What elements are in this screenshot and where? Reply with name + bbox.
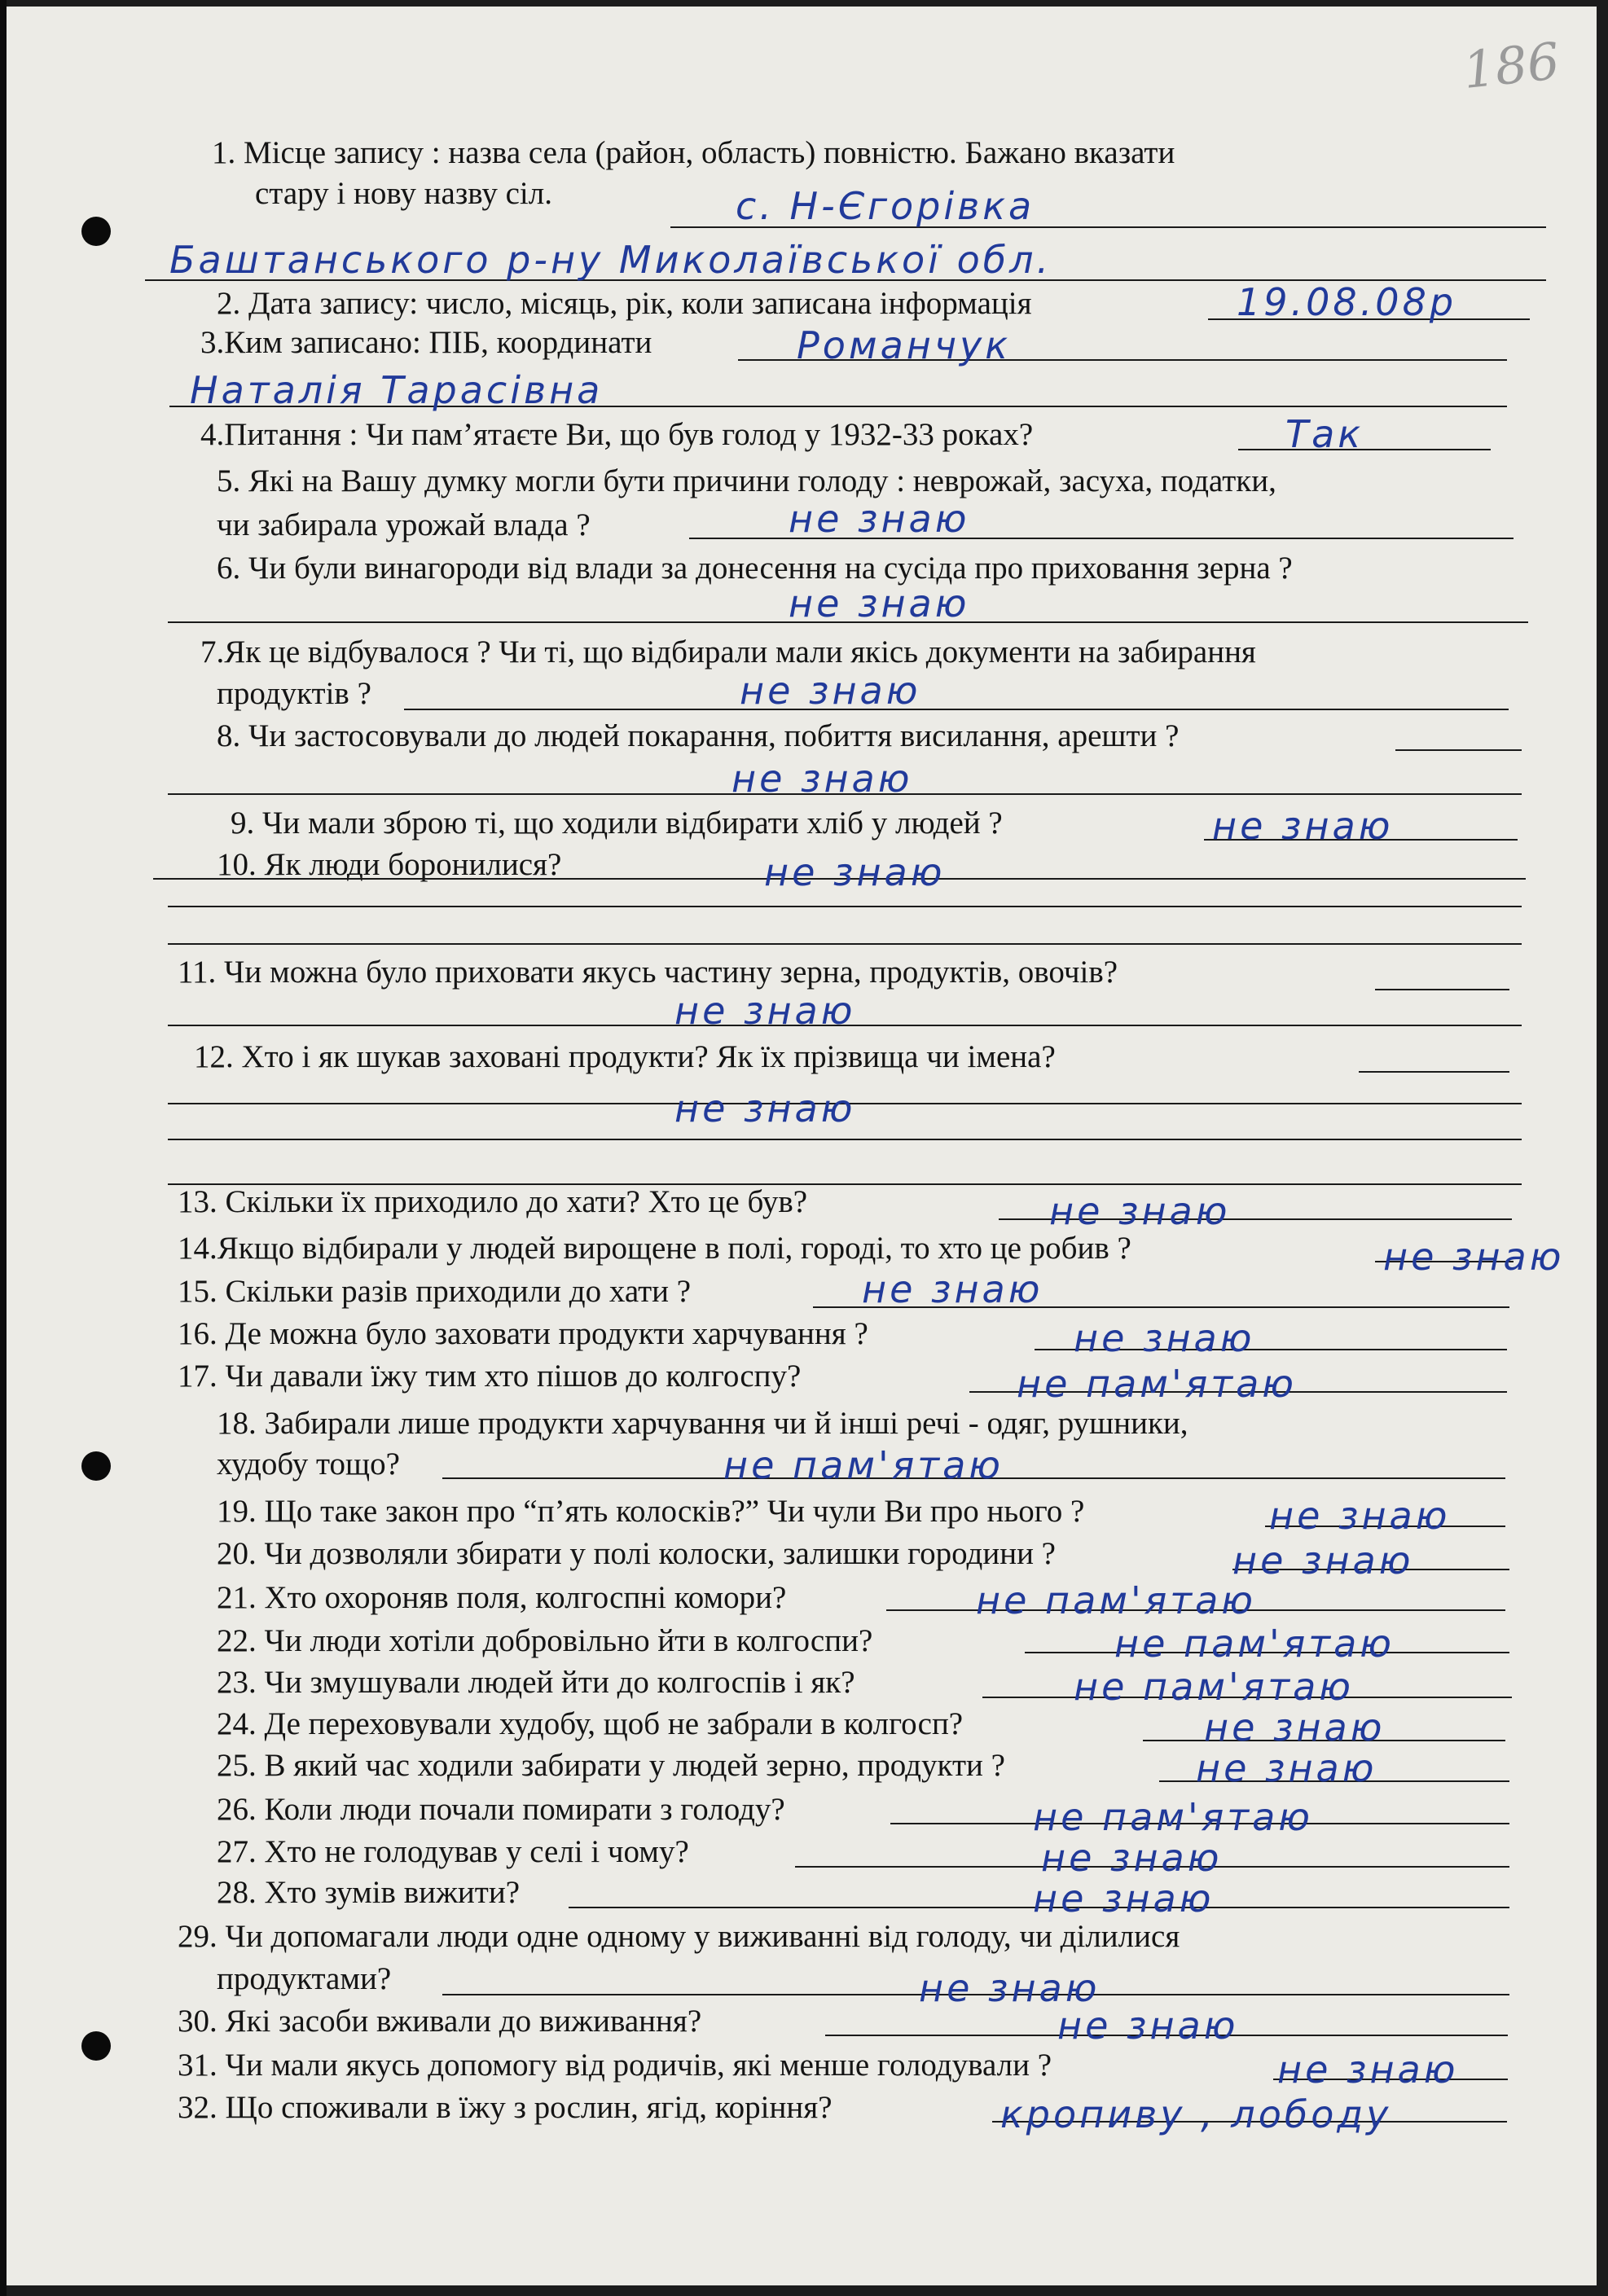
punch-hole <box>81 217 111 246</box>
page-number: 186 <box>1460 31 1562 100</box>
question-32-answer: кропиву , лободу <box>1000 2092 1392 2136</box>
question-12-answer: не знаю <box>674 1087 856 1130</box>
question-25-answer: не знаю <box>1196 1746 1377 1790</box>
question-29-label: 29. Чи допомагали люди одне одному у виживанні від голоду, чи ділилися <box>178 1919 1180 1954</box>
question-30-answer: не знаю <box>1057 2004 1239 2048</box>
question-14-label: 14.Якщо відбирали у людей вирощене в полі, городі, то хто це робив ? <box>178 1231 1131 1266</box>
question-18-label: 18. Забирали лише продукти харчування чи й інші речі - одяг, рушники, <box>217 1406 1188 1441</box>
question-3-answer-continued: Наталія Тарасівна <box>190 368 604 412</box>
questionnaire-sheet <box>7 7 1597 2285</box>
question-16-answer: не знаю <box>1074 1316 1255 1360</box>
question-27-answer: не знаю <box>1041 1836 1223 1880</box>
question-24-label: 24. Де переховували худобу, щоб не забрали в колгосп? <box>217 1706 964 1741</box>
question-10-extra-line <box>168 943 1522 945</box>
question-10-extra-line <box>168 906 1522 907</box>
question-4-answer-line <box>1238 449 1491 450</box>
question-20-label: 20. Чи дозволяли збирати у полі колоски, залишки городини ? <box>217 1536 1056 1571</box>
scan-edge <box>0 0 7 2296</box>
question-19-label: 19. Що таке закон про “п’ять колосків?” Чи чули Ви про нього ? <box>217 1494 1085 1529</box>
question-1-label-continued: стару і нову назву сіл. <box>255 176 552 211</box>
question-16-label: 16. Де можна було заховати продукти харчування ? <box>178 1316 868 1351</box>
question-12-answer-line <box>1359 1071 1509 1073</box>
question-27-label: 27. Хто не голодував у селі і чому? <box>217 1834 689 1869</box>
question-18-label-continued: худобу тощо? <box>217 1447 400 1482</box>
question-11-answer: не знаю <box>674 989 856 1033</box>
question-4-label: 4.Питання : Чи пам’ятаєте Ви, що був голод у 1932-33 роках? <box>200 417 1034 452</box>
question-6-answer: не знаю <box>789 582 970 626</box>
question-9-answer: не знаю <box>1212 804 1394 848</box>
question-24-answer: не знаю <box>1204 1706 1386 1749</box>
question-7-answer-line <box>404 709 1509 710</box>
question-7-label-continued: продуктів ? <box>217 676 371 711</box>
question-2-label: 2. Дата запису: число, місяць, рік, коли записана інформація <box>217 286 1032 321</box>
question-29-label-continued: продуктами? <box>217 1961 392 1996</box>
question-31-label: 31. Чи мали якусь допомогу від родичів, які менше голодували ? <box>178 2048 1052 2083</box>
question-12-extra-line <box>168 1139 1522 1140</box>
question-21-answer: не пам'ятаю <box>976 1578 1256 1622</box>
question-18-answer: не пам'ятаю <box>723 1443 1004 1487</box>
question-1-label: 1. Місце запису : назва села (район, область) повністю. Бажано вказати <box>212 135 1175 170</box>
question-5-label: 5. Які на Вашу думку могли бути причини голоду : неврожай, засуха, податки, <box>217 463 1276 498</box>
question-9-label: 9. Чи мали зброю ті, що ходили відбирати хліб у людей ? <box>231 806 1003 841</box>
question-5-label-continued: чи забирала урожай влада ? <box>217 507 591 542</box>
question-10-label: 10. Як люди боронилися? <box>217 847 562 882</box>
question-12-label: 12. Хто і як шукав заховані продукти? Як їх прізвища чи імена? <box>194 1039 1056 1074</box>
question-11-label: 11. Чи можна було приховати якусь частину зерна, продуктів, овочів? <box>178 955 1118 990</box>
question-25-label: 25. В який час ходили забирати у людей зерно, продукти ? <box>217 1748 1005 1783</box>
question-22-answer: не пам'ятаю <box>1114 1622 1395 1666</box>
question-1-answer: с. Н-Єгорівка <box>736 184 1035 228</box>
question-22-label: 22. Чи люди хотіли добровільно йти в колгоспи? <box>217 1623 873 1658</box>
question-2-answer: 19.08.08р <box>1237 280 1457 324</box>
question-4-answer: Так <box>1285 412 1364 456</box>
question-7-answer: не знаю <box>740 669 921 713</box>
question-5-answer: не знаю <box>789 497 970 541</box>
question-10-answer: не знаю <box>764 850 946 894</box>
question-17-answer: не пам'ятаю <box>1017 1362 1297 1406</box>
question-26-label: 26. Коли люди почали помирати з голоду? <box>217 1792 785 1827</box>
question-30-label: 30. Які засоби вживали до виживання? <box>178 2004 702 2039</box>
question-20-answer: не знаю <box>1232 1539 1414 1583</box>
question-19-answer: не знаю <box>1269 1494 1451 1538</box>
question-15-answer: не знаю <box>862 1267 1043 1311</box>
question-8-answer-line <box>1395 749 1522 751</box>
question-8-answer: не знаю <box>732 757 913 801</box>
question-13-answer: не знаю <box>1049 1189 1231 1233</box>
question-8-label: 8. Чи застосовували до людей покарання, побиття висилання, арешти ? <box>217 718 1180 753</box>
question-7-label: 7.Як це відбувалося ? Чи ті, що відбирали мали якісь документи на забирання <box>200 634 1256 669</box>
question-23-label: 23. Чи змушували людей йти до колгоспів і як? <box>217 1665 855 1700</box>
question-6-label: 6. Чи були винагороди від влади за донесення на сусіда про приховання зерна ? <box>217 551 1293 586</box>
question-21-label: 21. Хто охороняв поля, колгоспні комори? <box>217 1580 787 1615</box>
question-17-label: 17. Чи давали їжу тим хто пішов до колгоспу? <box>178 1359 802 1394</box>
question-11-answer-line <box>1375 989 1509 990</box>
question-13-label: 13. Скільки їх приходило до хати? Хто це був? <box>178 1184 808 1219</box>
question-3-label: 3.Ким записано: ПІБ, координати <box>200 325 652 360</box>
question-26-answer: не пам'ятаю <box>1033 1795 1313 1839</box>
question-28-label: 28. Хто зумів вижити? <box>217 1875 521 1910</box>
question-14-answer: не знаю <box>1383 1235 1565 1279</box>
question-28-answer: не знаю <box>1033 1877 1215 1921</box>
question-15-label: 15. Скільки разів приходили до хати ? <box>178 1274 692 1309</box>
question-23-answer: не пам'ятаю <box>1074 1665 1354 1709</box>
question-31-answer: не знаю <box>1277 2048 1459 2092</box>
punch-hole <box>81 1451 111 1481</box>
question-29-answer: не знаю <box>919 1966 1101 2010</box>
question-32-label: 32. Що споживали в їжу з рослин, ягід, коріння? <box>178 2090 833 2125</box>
punch-hole <box>81 2031 111 2061</box>
question-3-answer: Романчук <box>797 323 1012 367</box>
question-1-answer-continued: Баштанського р-ну Миколаївської обл. <box>169 238 1052 282</box>
